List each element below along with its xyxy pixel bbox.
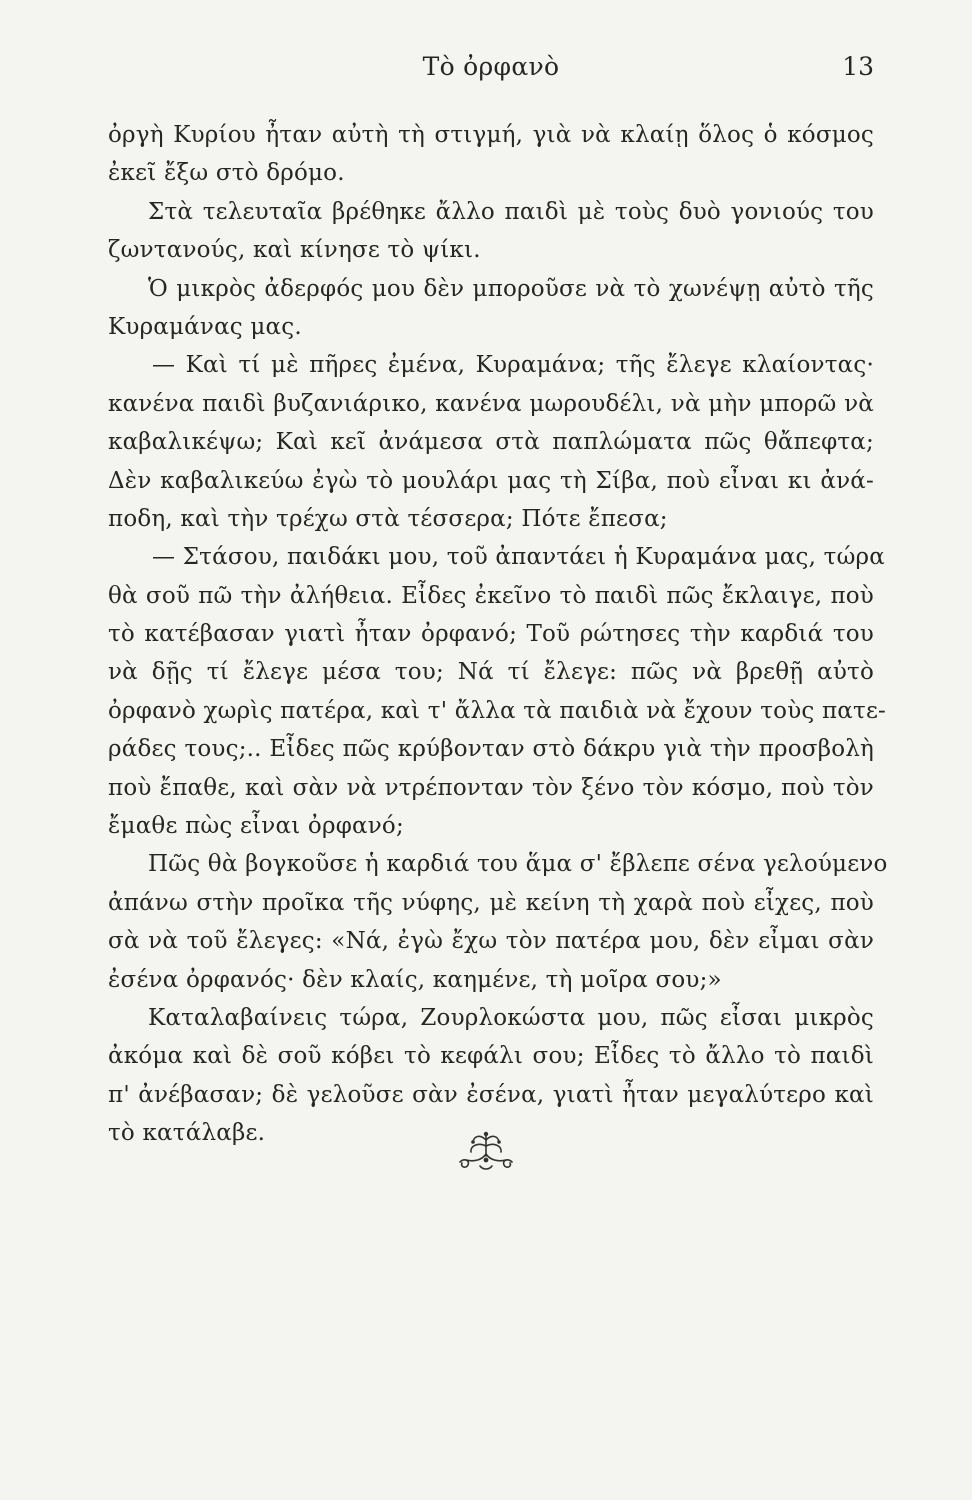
- text-line: Καταλαβαίνεις τώρα, Ζουρλοκώστα μου, πῶς εἶσαι μικρὸς: [148, 1004, 874, 1031]
- text-line: Στὰ τελευταῖα βρέθηκε ἄλλο παιδὶ μὲ τοὺς δυὸ γονιούς του: [148, 198, 874, 225]
- text-line: ἀκόμα καὶ δὲ σοῦ κόβει τὸ κεφάλι σου; Εἶδες τὸ ἄλλο τὸ παιδὶ: [108, 1043, 874, 1070]
- text-line: ἔμαθε πὼς εἶναι ὀρφανό;: [108, 813, 404, 840]
- text-line: θὰ σοῦ πῶ τὴν ἀλήθεια. Εἶδες ἐκεῖνο τὸ παιδὶ πῶς ἔκλαιγε, ποὺ: [108, 582, 874, 609]
- text-line: ἀπάνω στὴν προῖκα τῆς νύφης, μὲ κείνη τὴ χαρὰ ποὺ εἶχες, ποὺ: [108, 889, 874, 916]
- text-line: ὀρφανὸ χωρὶς πατέρα, καὶ τ' ἄλλα τὰ παιδιὰ νὰ ἔχουν τοὺς πατε-: [108, 697, 887, 724]
- text-line: ποδη, καὶ τὴν τρέχω στὰ τέσσερα; Πότε ἔπεσα;: [108, 505, 668, 532]
- text-line: ἐκεῖ ἔξω στὸ δρόμο.: [108, 160, 345, 187]
- text-line: τὸ κατέβασαν γιατὶ ἦταν ὀρφανό; Τοῦ ρώτησες τὴν καρδιά του: [108, 621, 874, 648]
- text-line: σὰ νὰ τοῦ ἔλεγες: «Νά, ἐγὼ ἔχω τὸν πατέρα μου, δὲν εἶμαι σὰν: [108, 928, 874, 955]
- page-header: [108, 52, 874, 92]
- text-line: π' ἀνέβασαν; δὲ γελοῦσε σὰν ἐσένα, γιατὶ ἦταν μεγαλύτερο καὶ: [108, 1081, 874, 1108]
- text-line: Πῶς θὰ βογκοῦσε ἡ καρδιά του ἅμα σ' ἔβλεπε σένα γελούμενο: [148, 851, 888, 878]
- body-text: [108, 116, 888, 1153]
- page-number: 13: [842, 52, 874, 81]
- text-line: Κυραμάνας μας.: [108, 313, 302, 340]
- text-line: ζωντανούς, καὶ κίνησε τὸ ψίκι.: [108, 237, 481, 264]
- text-line: — Στάσου, παιδάκι μου, τοῦ ἀπαντάει ἡ Κυραμάνα μας, τώρα: [152, 544, 885, 571]
- fleuron-ornament-icon: [456, 1130, 516, 1174]
- text-line: νὰ δῇς τί ἔλεγε μέσα του; Νά τί ἔλεγε: πῶς νὰ βρεθῇ αὐτὸ: [108, 659, 874, 686]
- text-line: καβαλικέψω; Καὶ κεῖ ἀνάμεσα στὰ παπλώματα πῶς θἄπεφτα;: [108, 429, 874, 456]
- text-line: — Καὶ τί μὲ πῆρες ἐμένα, Κυραμάνα; τῆς ἔλεγε κλαίοντας·: [152, 352, 874, 379]
- text-line: ποὺ ἔπαθε, καὶ σὰν νὰ ντρέπονταν τὸν ξένο τὸν κόσμο, ποὺ τὸν: [108, 774, 874, 801]
- running-title: Τὸ ὀρφανὸ: [422, 52, 560, 81]
- text-line: ράδες τους;.. Εἶδες πῶς κρύβονταν στὸ δάκρυ γιὰ τὴν προσβολὴ: [108, 736, 874, 763]
- text-line: ὀργὴ Κυρίου ἦταν αὐτὴ τὴ στιγμή, γιὰ νὰ κλαίῃ ὅλος ὁ κόσμος: [108, 122, 874, 148]
- text-line: Δὲν καβαλικεύω ἐγὼ τὸ μουλάρι μας τὴ Σίβα, ποὺ εἶναι κι ἀνά-: [108, 467, 874, 494]
- text-line: ἐσένα ὀρφανός· δὲν κλαίς, καημένε, τὴ μοῖρα σου;»: [108, 966, 722, 993]
- text-line: Ὁ μικρὸς ἀδερφός μου δὲν μποροῦσε νὰ τὸ χωνέψῃ αὐτὸ τῆς: [148, 275, 874, 302]
- text-line: τὸ κατάλαβε.: [108, 1120, 266, 1147]
- text-line: κανένα παιδὶ βυζανιάρικο, κανένα μωρουδέλι, νὰ μὴν μπορῶ νὰ: [108, 390, 874, 417]
